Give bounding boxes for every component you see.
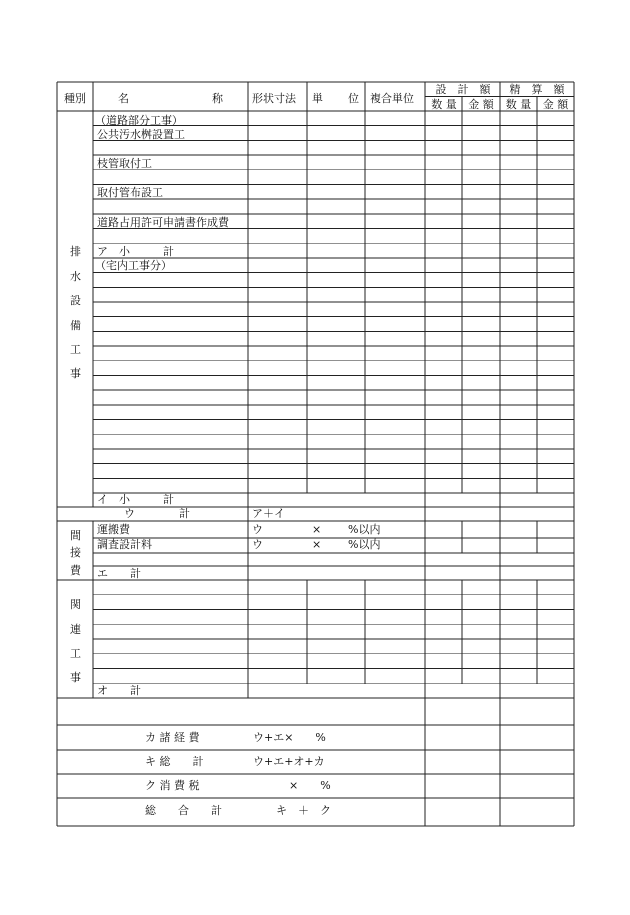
- summary-formula: キ ＋ ク: [276, 804, 331, 817]
- row-label: 道路占用許可申請書作成費: [97, 216, 229, 229]
- header-name-left: 名: [118, 92, 129, 105]
- summary-label: ク 消 費 税: [145, 779, 200, 792]
- header-design-price: 金 額: [468, 98, 494, 111]
- formula-u: ウ: [252, 523, 263, 536]
- category-char: 事: [70, 367, 81, 380]
- category-char: 連: [70, 623, 81, 636]
- category-char: 接: [70, 546, 81, 559]
- row-label: 公共汚水桝設置工: [97, 128, 185, 141]
- category-char: 工: [70, 647, 81, 660]
- row-label: 枝管取付工: [97, 157, 152, 170]
- header-shubetsu: 種別: [64, 92, 86, 105]
- category-char: 水: [70, 270, 81, 283]
- row-label: ア 小 計: [97, 245, 174, 258]
- category-char: 排: [70, 245, 81, 258]
- row-label: 運搬費: [97, 523, 130, 536]
- header-unit-left: 単: [312, 92, 323, 105]
- summary-label: キ 総 計: [145, 755, 204, 768]
- summary-label: 総 合 計: [145, 804, 222, 817]
- header-unit-right: 位: [348, 92, 359, 105]
- formula-u: ウ: [252, 538, 263, 551]
- total-e-label: エ 計: [97, 567, 141, 580]
- summary-formula: × %: [289, 779, 331, 792]
- category-char: 事: [70, 671, 81, 684]
- header-design-quantity: 数 量: [431, 98, 457, 111]
- row-label: 調査設計料: [97, 538, 152, 551]
- category-char: 費: [70, 564, 81, 577]
- header-settlement-quantity: 数 量: [505, 98, 532, 111]
- header-compound-unit: 複合単位: [370, 92, 414, 105]
- header-settlement-price: 金 額: [542, 98, 569, 111]
- category-char: 備: [70, 319, 81, 332]
- header-settlement-amount: 精 算 額: [509, 83, 565, 96]
- total-u-formula: ア＋イ: [252, 507, 285, 520]
- subtotal-i-label: イ 小 計: [97, 493, 174, 506]
- row-label: （宅内工事分）: [95, 259, 172, 272]
- category-char: 間: [70, 529, 81, 542]
- category-char: 設: [70, 294, 81, 307]
- header-design-amount: 設 計 額: [435, 83, 491, 96]
- formula-percent-limit: %以内: [348, 538, 381, 551]
- summary-formula: ウ+エ× %: [253, 731, 326, 744]
- row-label: 取付管布設工: [97, 186, 163, 199]
- formula-times: ×: [312, 523, 322, 536]
- summary-label: カ 諸 経 費: [145, 731, 200, 744]
- row-label: （道路部分工事）: [95, 114, 183, 127]
- header-shape-dimension: 形状寸法: [252, 92, 296, 105]
- total-u-label: ウ 計: [124, 507, 190, 520]
- category-char: 関: [70, 598, 81, 611]
- total-o-label: オ 計: [97, 684, 141, 697]
- header-name-right: 称: [212, 92, 223, 105]
- formula-times: ×: [312, 538, 322, 551]
- category-char: 工: [70, 343, 81, 356]
- formula-percent-limit: %以内: [348, 523, 381, 536]
- summary-formula: ウ+エ+オ+カ: [253, 755, 325, 768]
